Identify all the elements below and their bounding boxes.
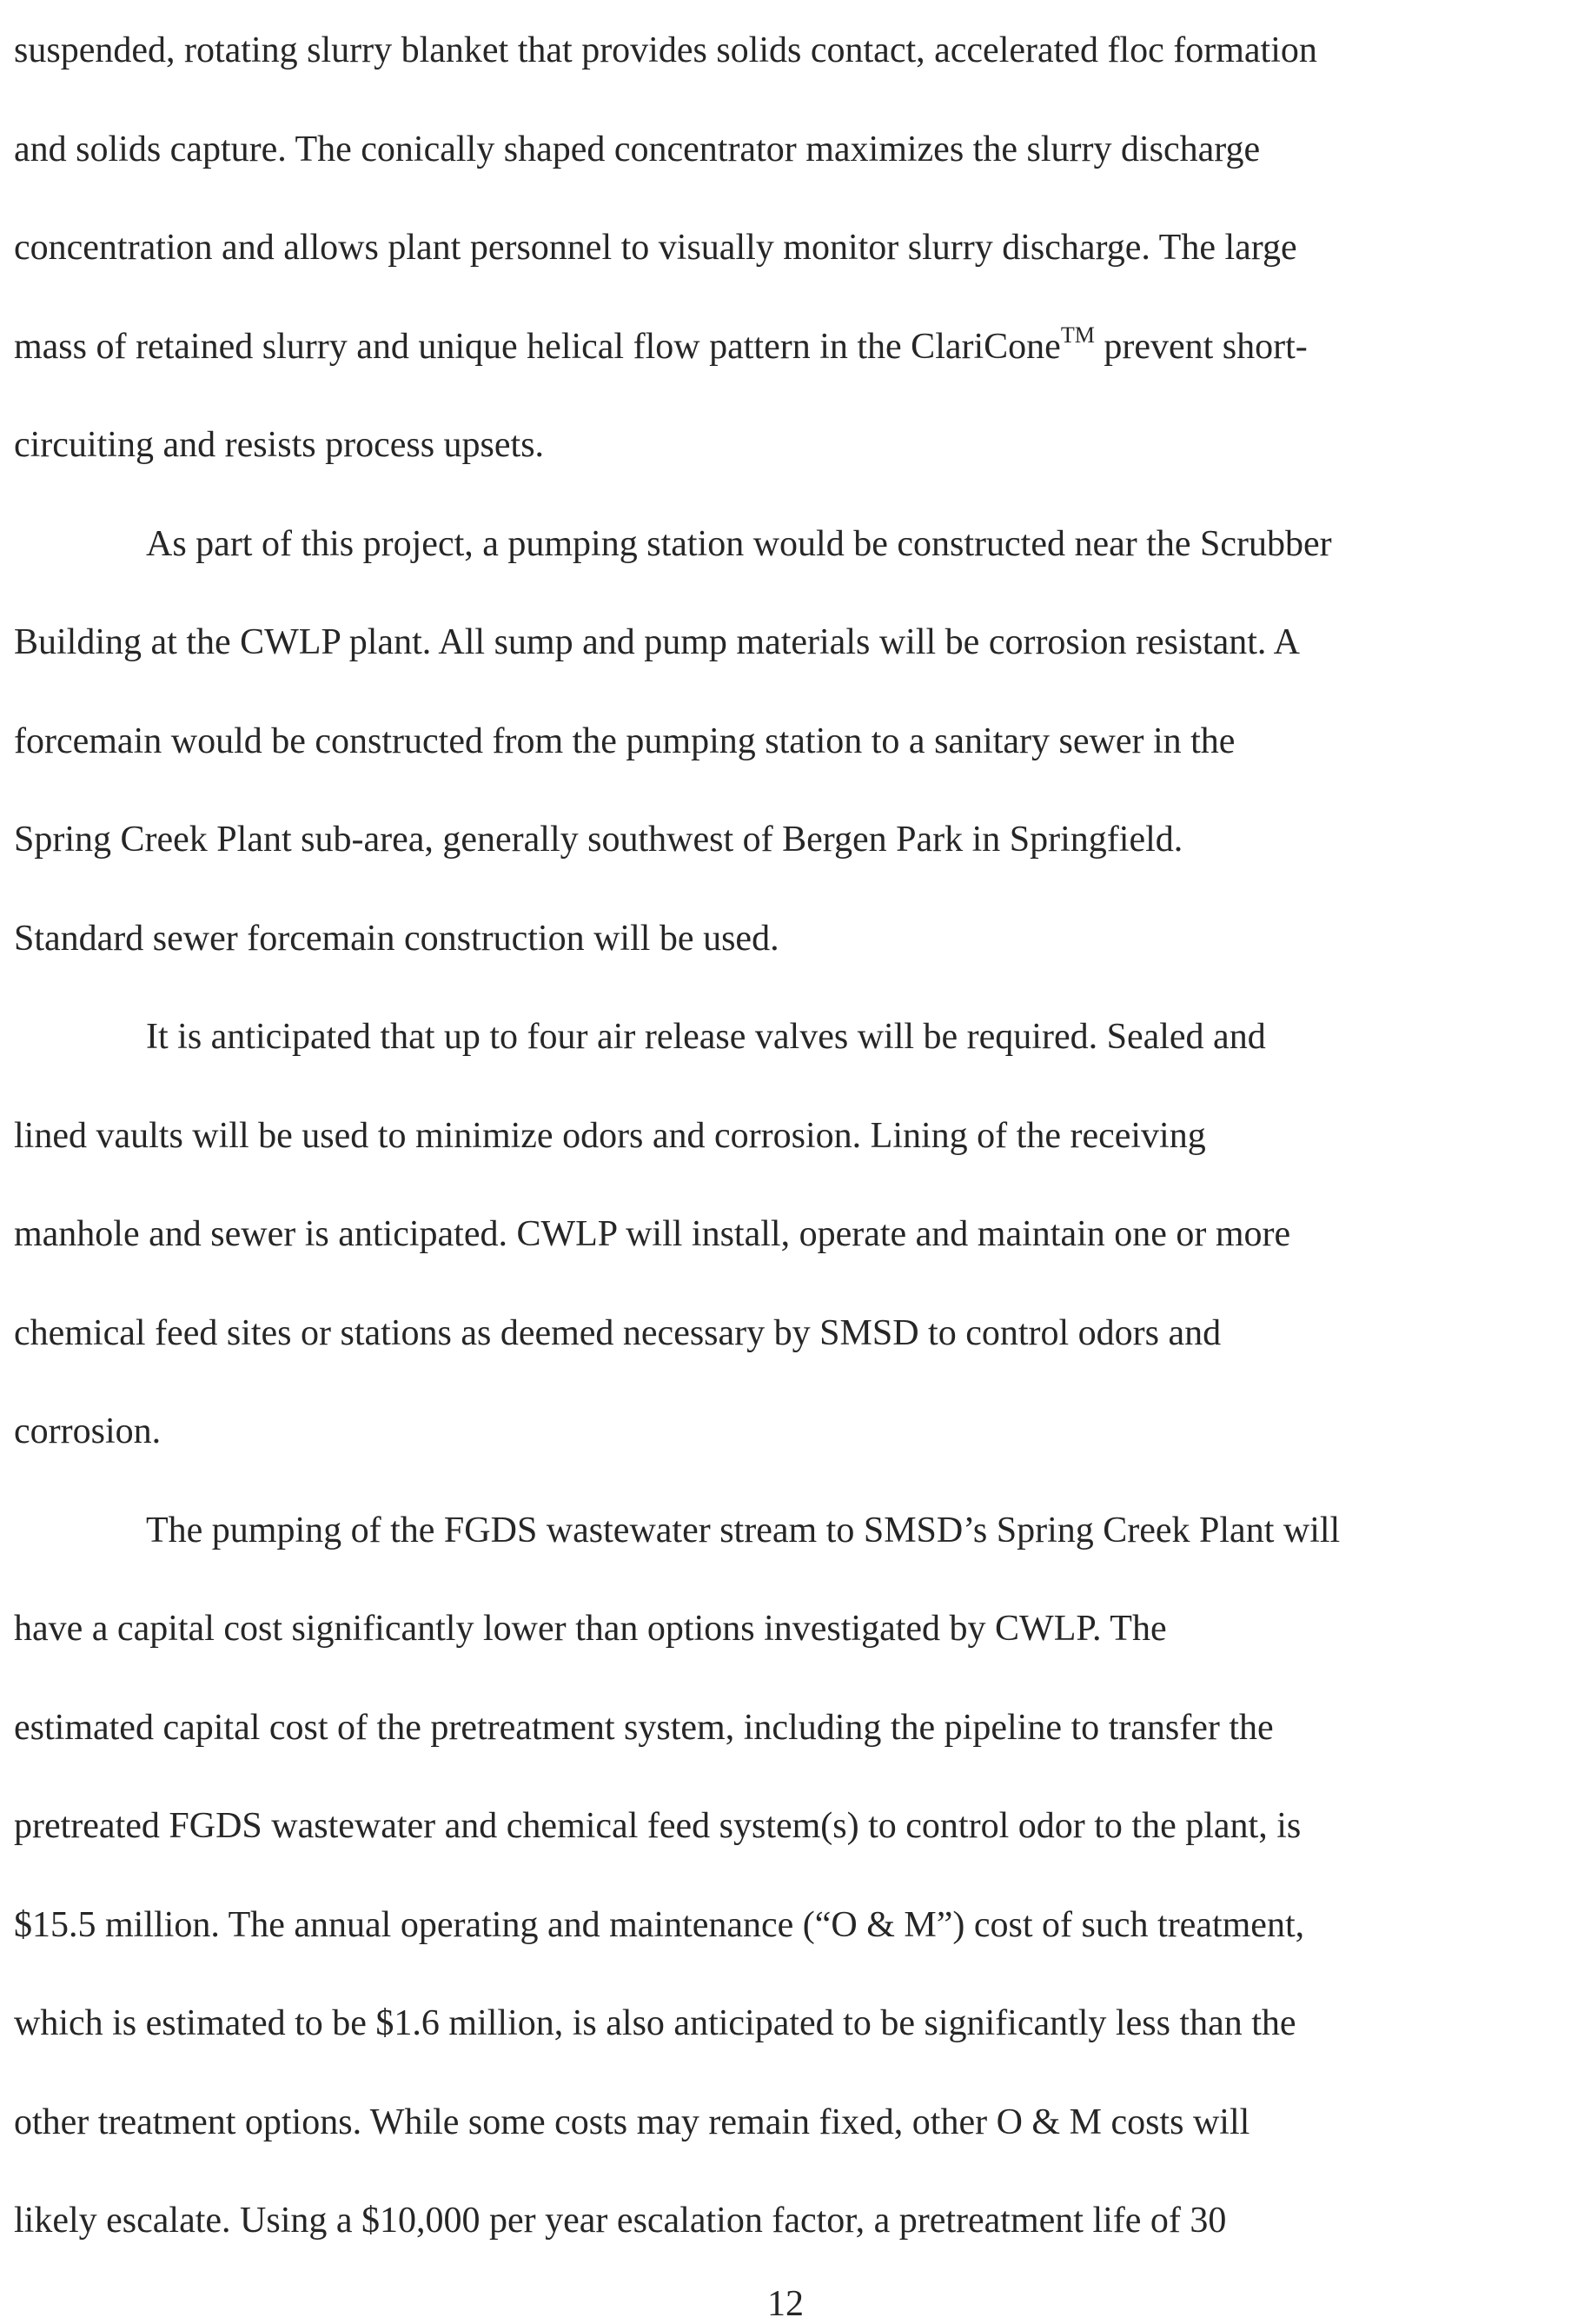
text-line: concentration and allows plant personnel to visually monitor slurry discharge. The large (14, 228, 1297, 268)
text-line: forcemain would be constructed from the pumping station to a sanitary sewer in the (14, 720, 1236, 761)
paragraph-first-line: The pumping of the FGDS wastewater stream to SMSD’s Spring Creek Plant will (146, 1510, 1341, 1550)
text-line: Building at the CWLP plant. All sump and pump materials will be corrosion resistant. A (14, 622, 1300, 662)
text-line: and solids capture. The conically shaped concentrator maximizes the slurry discharge (14, 129, 1261, 169)
text-line: suspended, rotating slurry blanket that provides solids contact, accelerated floc formation (14, 30, 1317, 70)
text-line: $15.5 million. The annual operating and maintenance (“O & M”) cost of such treatment, (14, 1904, 1305, 1945)
text-line: lined vaults will be used to minimize odors and corrosion. Lining of the receiving (14, 1115, 1206, 1156)
line-text: mass of retained slurry and unique helical flow pattern in the ClariCone (14, 326, 1061, 367)
text-line: likely escalate. Using a $10,000 per year escalation factor, a pretreatment life of 30 (14, 2201, 1227, 2241)
text-line: manhole and sewer is anticipated. CWLP will install, operate and maintain one or more (14, 1214, 1291, 1254)
text-line: which is estimated to be $1.6 million, is also anticipated to be significantly less than the (14, 2003, 1296, 2043)
text-line: corrosion. (14, 1411, 162, 1451)
text-line: pretreated FGDS wastewater and chemical feed system(s) to control odor to the plant, is (14, 1806, 1302, 1846)
text-line: estimated capital cost of the pretreatment system, including the pipeline to transfer the (14, 1707, 1274, 1748)
text-line: circuiting and resists process upsets. (14, 425, 545, 465)
text-line (14, 298, 1561, 397)
line-text-continued: prevent short- (1094, 326, 1308, 367)
text-line: Standard sewer forcemain construction will be used. (14, 918, 779, 959)
text-line: Spring Creek Plant sub-area, generally southwest of Bergen Park in Springfield. (14, 820, 1183, 860)
page-number: 12 (767, 2284, 804, 2324)
paragraph-first-line: It is anticipated that up to four air release valves will be required. Sealed and (146, 1017, 1266, 1057)
paragraph-first-line: As part of this project, a pumping station would be constructed near the Scrubber (146, 523, 1332, 564)
text-line: have a capital cost significantly lower than options investigated by CWLP. The (14, 1609, 1167, 1649)
text-line: other treatment options. While some costs may remain fixed, other O & M costs will (14, 2102, 1250, 2142)
trademark-superscript: TM (1060, 322, 1095, 348)
text-line: chemical feed sites or stations as deemed necessary by SMSD to control odors and (14, 1312, 1222, 1353)
body-text (14, 2, 1561, 2271)
